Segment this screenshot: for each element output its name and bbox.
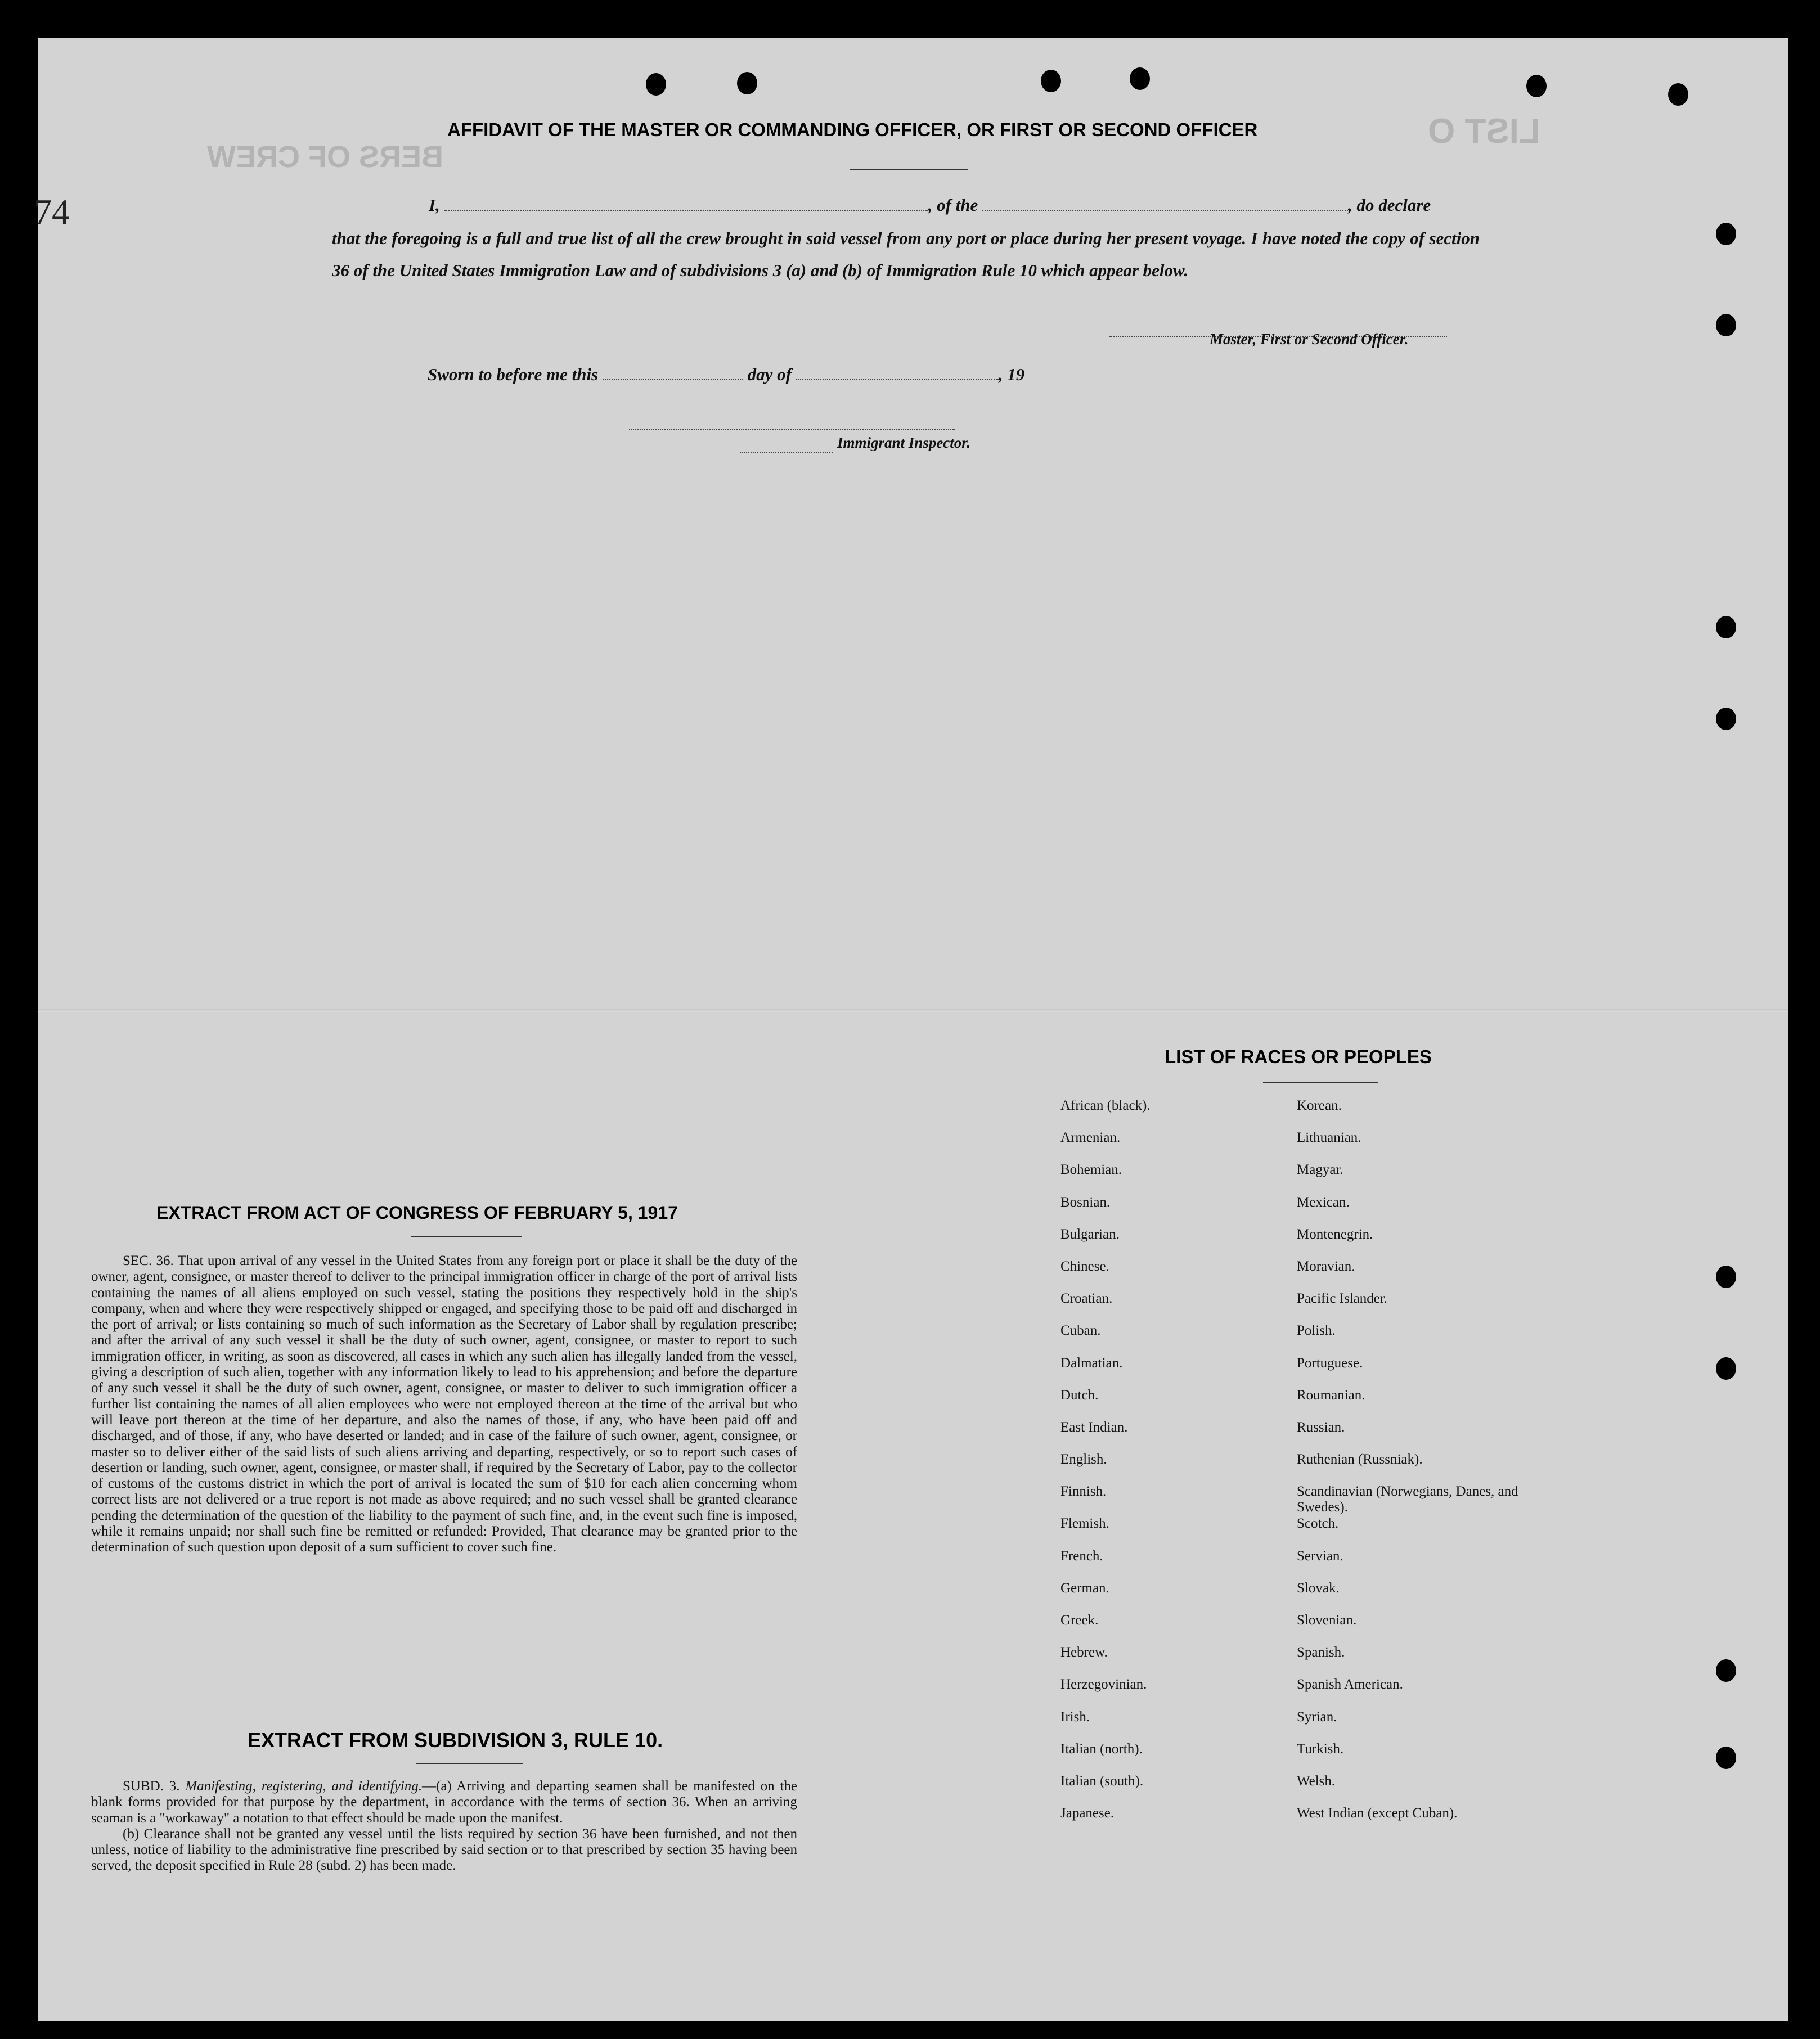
affidavit-title-rule [850,169,968,170]
races-list-title: LIST OF RACES OR PEOPLES [1165,1046,1432,1067]
inspector-signature-field-1[interactable] [629,416,955,430]
name-field[interactable] [444,197,928,211]
race-item-left: German. [1060,1580,1109,1596]
affidavit-declaration-line [429,195,1431,215]
bleed-through-text: BERS OF CREW [207,140,444,174]
master-signature-label: Master, First or Second Officer. [1210,331,1409,348]
race-item-left: Irish. [1060,1709,1090,1725]
extract-rule-text [91,1779,797,1874]
race-item-left: Bosnian. [1060,1194,1111,1210]
race-item-right: Servian. [1297,1548,1343,1564]
race-item-left: Greek. [1060,1613,1099,1628]
race-item-right: Syrian. [1297,1709,1337,1725]
race-item-right: Scotch. [1297,1516,1339,1532]
punch-hole [1716,616,1736,638]
race-item-right: Portuguese. [1297,1355,1363,1371]
inspector-signature-field-2[interactable] [740,440,833,453]
extract-act-text [91,1253,797,1556]
sworn-line [428,364,1024,385]
sworn-year: , 19 [998,364,1025,384]
race-item-left: French. [1060,1548,1103,1564]
race-item-right: Welsh. [1297,1773,1336,1789]
punch-hole [1041,70,1061,92]
subd-heading: Manifesting, registering, and identifying. [185,1779,422,1794]
race-item-right: Magyar. [1297,1162,1343,1178]
punch-hole [1716,1266,1736,1288]
subd-prefix: SUBD. 3. [123,1779,180,1794]
race-item-right: Spanish American. [1297,1677,1403,1693]
race-item-right: Roumanian. [1297,1387,1365,1403]
race-item-left: Finnish. [1060,1484,1107,1500]
race-item-left: Bulgarian. [1060,1226,1120,1242]
inspector-label: Immigrant Inspector. [837,434,971,451]
race-item-right: West Indian (except Cuban). [1297,1806,1458,1821]
extract-rule-rule [416,1763,523,1764]
race-item-right: Polish. [1297,1323,1336,1339]
handwritten-margin-number: 74 [34,192,70,232]
paper-fold [38,1009,1788,1012]
race-item-left: Bohemian. [1060,1162,1122,1178]
punch-hole [1716,314,1736,336]
label-of-the: , of the [928,195,978,215]
sworn-prefix: Sworn to before me this [428,364,599,384]
punch-hole [1716,1747,1736,1769]
bleed-through-text: LIST O [1428,112,1540,151]
race-item-left: Herzegovinian. [1060,1677,1147,1693]
race-item-left: Italian (south). [1060,1773,1144,1789]
race-item-right: Russian. [1297,1419,1345,1435]
subdivision-b-paragraph: (b) Clearance shall not be granted any vessel until the lists required by section 36 have been furnished, and not then unless, notice of liability to the administrative fine prescribed by said section or to that prescribed by section 35 having been served, the deposit specified in Rule 28 (subd. 2) has been made. [91,1826,797,1874]
race-item-left: Chinese. [1060,1258,1109,1274]
punch-hole [1668,83,1688,106]
punch-hole [1716,708,1736,730]
race-item-right: Ruthenian (Russniak). [1297,1452,1423,1468]
race-item-right: Slovenian. [1297,1613,1357,1628]
race-item-right: Mexican. [1297,1194,1350,1210]
races-list-rule [1263,1082,1378,1083]
race-item-left: Italian (north). [1060,1741,1143,1757]
punch-hole [1716,1659,1736,1682]
races-list [1060,1098,1561,1838]
race-item-left: Japanese. [1060,1806,1115,1821]
extract-rule-title: EXTRACT FROM SUBDIVISION 3, RULE 10. [248,1729,663,1752]
extract-act-rule [411,1236,522,1237]
affidavit-body: that the foregoing is a full and true list of all the crew brought in said vessel from any port or place during her present voyage. I have noted the copy of section 36 of the United States Immigration Law and of subdivisions 3 (a) and (b) of Immigration Rule 10 which appear below. [332,228,1480,280]
punch-hole [1716,1357,1736,1380]
punch-hole [1130,67,1150,90]
race-item-left: English. [1060,1452,1107,1468]
race-item-left: East Indian. [1060,1419,1128,1435]
race-item-left: Dalmatian. [1060,1355,1123,1371]
race-item-left: African (black). [1060,1098,1151,1113]
race-item-right: Pacific Islander. [1297,1291,1388,1307]
race-item-right: Moravian. [1297,1258,1355,1274]
punch-hole [1716,223,1736,245]
race-item-right: Korean. [1297,1098,1342,1113]
affidavit-title: AFFIDAVIT OF THE MASTER OR COMMANDING OFFICER, OR FIRST OR SECOND OFFICER [447,119,1258,140]
extract-act-title: EXTRACT FROM ACT OF CONGRESS OF FEBRUARY 5, 1917 [156,1203,678,1223]
subd-a-text: —(a) Arriving and departing seamen shall be manifested on the blank forms provided for that purpose by the department, in accordance with the terms of section 36. When an arriving seaman is a "workaway" a notation to that effect should be made upon the manifest. [91,1779,797,1826]
vessel-field[interactable] [982,197,1348,211]
subdivision-a-paragraph [91,1779,797,1826]
sworn-month-field[interactable] [796,367,999,380]
punch-hole [646,73,666,96]
sworn-day-of: day of [747,364,792,384]
race-item-left: Armenian. [1060,1130,1121,1146]
sworn-day-field[interactable] [603,367,743,380]
race-item-left: Cuban. [1060,1323,1101,1339]
race-item-right: Lithuanian. [1297,1130,1361,1146]
race-item-right: Montenegrin. [1297,1226,1373,1242]
race-item-left: Croatian. [1060,1291,1113,1307]
race-item-right: Slovak. [1297,1580,1340,1596]
label-i: I, [429,195,440,215]
section-36-paragraph: SEC. 36. That upon arrival of any vessel in the United States from any foreign port or place it shall be the duty of the owner, agent, consignee, or master thereof to deliver to the principal immigration officer in charge of the port of arrival lists containing the names of all aliens employed on such vessel, stating the positions they respectively hold in the ship's company, when and where they were respectively shipped or engaged, and specifying those to be paid off and discharged in the port of arrival; or lists containing so much of such information as the Secretary of Labor shall by regulation prescribe; and after the arrival of any such vessel it shall be the duty of such owner, agent, consignee, or master to report to such immigration officer, in writing, as soon as discovered, all cases in which any such alien has illegally landed from the vessel, giving a description of such alien, together with any information likely to lead to his apprehension; and before the departure of any such vessel it shall be the duty of such owner, agent, consignee, or master to deliver to such immigration officer a further list containing the names of all alien employees who were not employed thereon at the time of the arrival but who will leave port thereon at the time of her departure, and also the names of those, if any, who have been paid off and discharged, and of those, if any, who have deserted or landed; and in case of the failure of such owner, agent, consignee, or master so to deliver either of the said lists of such aliens arriving and departing, respectively, or so to report such cases of desertion or landing, such owner, agent, consignee, or master shall, if required by the Secretary of Labor, pay to the collector of customs of the customs district in which the port of arrival is located the sum of $10 for each alien concerning whom correct lists are not delivered or a true report is not made as above required; and no such vessel shall be granted clearance pending the determination of the question of the liability to the payment of such fine, and, in the event such fine is imposed, while it remains unpaid; nor shall such fine be remitted or refunded: Provided, That clearance may be granted prior to the determination of such question upon deposit of a sum sufficient to cover such fine. [91,1253,797,1555]
race-item-left: Hebrew. [1060,1645,1108,1660]
punch-hole [1526,75,1547,97]
race-item-right: Turkish. [1297,1741,1344,1757]
label-do-declare: , do declare [1348,195,1431,215]
race-item-right: Scandinavian (Norwegians, Danes, and Swedes). [1297,1484,1518,1515]
race-item-left: Flemish. [1060,1516,1109,1532]
punch-hole [737,72,757,94]
race-item-left: Dutch. [1060,1387,1099,1403]
race-item-right: Spanish. [1297,1645,1345,1660]
